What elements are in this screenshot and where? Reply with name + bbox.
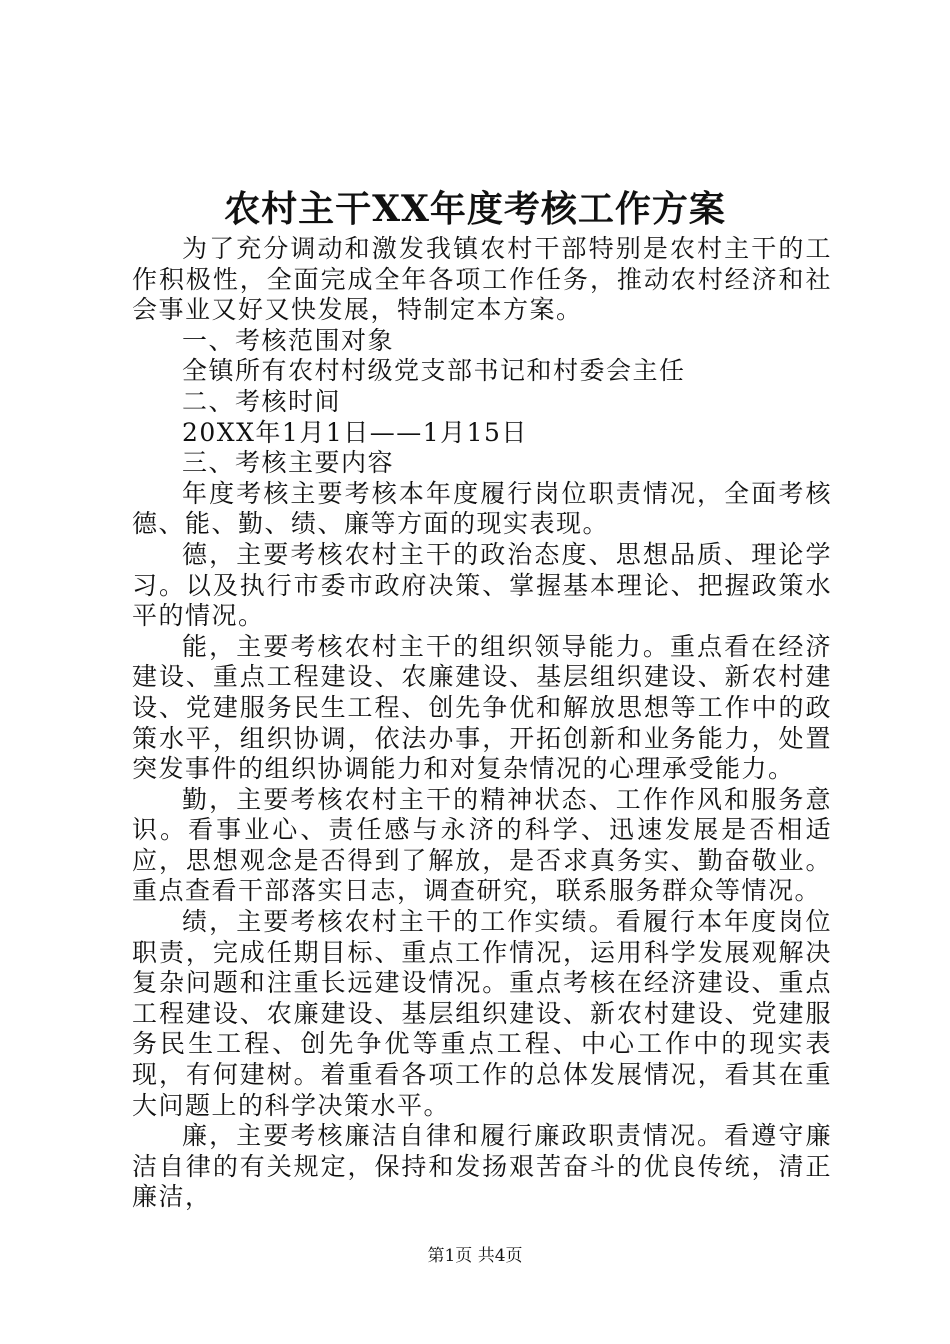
page-footer: 第1页 共4页: [427, 1246, 523, 1266]
paragraph-time: 20XX年1月1日——1月15日: [182, 417, 528, 447]
paragraph-content-overview: 年度考核主要考核本年度履行岗位职责情况，全面考核德、能、勤、绩、廉等方面的现实表现。: [132, 478, 832, 539]
heading-time: 二、考核时间: [182, 386, 342, 416]
document-body: [132, 234, 832, 1213]
paragraph-scope: 全镇所有农村村级党支部书记和村委会主任: [182, 356, 686, 386]
paragraph-qin: 勤，主要考核农村主干的精神状态、工作作风和服务意识。看事业心、责任感与永济的科学、迅速发展是否相适应，思想观念是否得到了解放，是否求真务实、勤奋敬业。重点查看干部落实日志，调查研究，联系服务群众等情况。: [132, 784, 832, 906]
paragraph-de: 德，主要考核农村主干的政治态度、思想品质、理论学习。以及执行市委市政府决策、掌握基本理论、把握政策水平的情况。: [132, 539, 832, 631]
paragraph-neng: 能，主要考核农村主干的组织领导能力。重点看在经济建设、重点工程建设、农廉建设、基层组织建设、新农村建设、党建服务民生工程、创先争优和解放思想等工作中的政策水平，组织协调，依法办事，开拓创新和业务能力，处置突发事件的组织协调能力和对复杂情况的心理承受能力。: [132, 631, 832, 784]
document-title: 农村主干XX年度考核工作方案: [224, 188, 726, 230]
paragraph-ji: 绩，主要考核农村主干的工作实绩。看履行本年度岗位职责，完成任期目标、重点工作情况，运用科学发展观解决复杂问题和注重长远建设情况。重点考核在经济建设、重点工程建设、农廉建设、基层组织建设、新农村建设、党建服务民生工程、创先争优等重点工程、中心工作中的现实表现，有何建树。着重看各项工作的总体发展情况，看其在重大问题上的科学决策水平。: [132, 907, 832, 1120]
paragraph-intro: 为了充分调动和激发我镇农村干部特别是农村主干的工作积极性，全面完成全年各项工作任务，推动农村经济和社会事业又好又快发展，特制定本方案。: [132, 234, 832, 325]
heading-scope: 一、考核范围对象: [182, 325, 395, 355]
paragraph-lian: 廉，主要考核廉洁自律和履行廉政职责情况。看遵守廉洁自律的有关规定，保持和发扬艰苦奋斗的优良传统，清正廉洁，: [132, 1121, 832, 1212]
heading-content: 三、考核主要内容: [182, 448, 395, 478]
